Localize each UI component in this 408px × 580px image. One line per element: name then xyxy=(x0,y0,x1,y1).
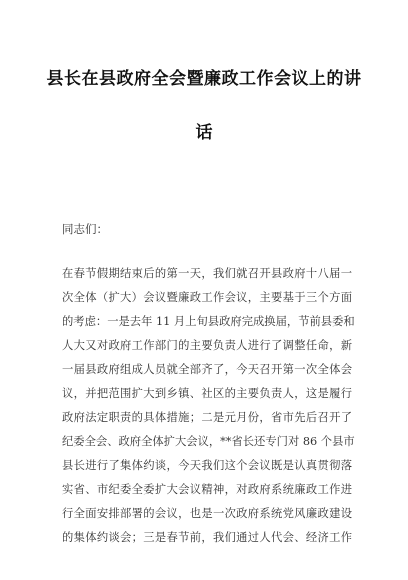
paragraph-line-6: 议，并把范围扩大到乡镇、社区的主要负责人，这是履行 xyxy=(62,387,352,400)
paragraph-line-10: 实省、市纪委全委扩大会议精神，对政府系统廉政工作进 xyxy=(62,483,352,496)
paragraph-line-11: 行全面安排部署的会议，也是一次政府系统党风廉政建设 xyxy=(62,507,352,520)
paragraph-line-3: 的考虑：一是去年 11 月上旬县政府完成换届，节前县委和 xyxy=(62,315,355,328)
salutation: 同志们： xyxy=(62,222,108,236)
paragraph-line-2: 次全体（扩大）会议暨廉政工作会议，主要基于三个方面 xyxy=(62,291,352,304)
paragraph-line-7: 政府法定职责的具体措施；二是元月份，省市先后召开了 xyxy=(62,411,352,424)
paragraph-line-4: 人大又对政府工作部门的主要负责人进行了调整任命，新 xyxy=(62,339,352,352)
paragraph-line-8: 纪委全会、政府全体扩大会议，**省长还专门对 86 个县市 xyxy=(62,435,355,448)
body-paragraph xyxy=(62,262,355,550)
document-title-line-1: 县长在县政府全会暨廉政工作会议上的讲 xyxy=(46,69,362,89)
paragraph-line-1: 在春节假期结束后的第一天，我们就召开县政府十八届一 xyxy=(62,267,352,280)
paragraph-line-12: 的集体约谈会；三是春节前，我们通过人代会、经济工作 xyxy=(62,531,352,544)
document-title-line-2: 话 xyxy=(195,123,213,143)
paragraph-line-9: 县长进行了集体约谈，今天我们这个会议既是认真贯彻落 xyxy=(62,459,352,472)
paragraph-line-5: 一届县政府组成人员就全部齐了，今天召开第一次全体会 xyxy=(62,363,352,376)
